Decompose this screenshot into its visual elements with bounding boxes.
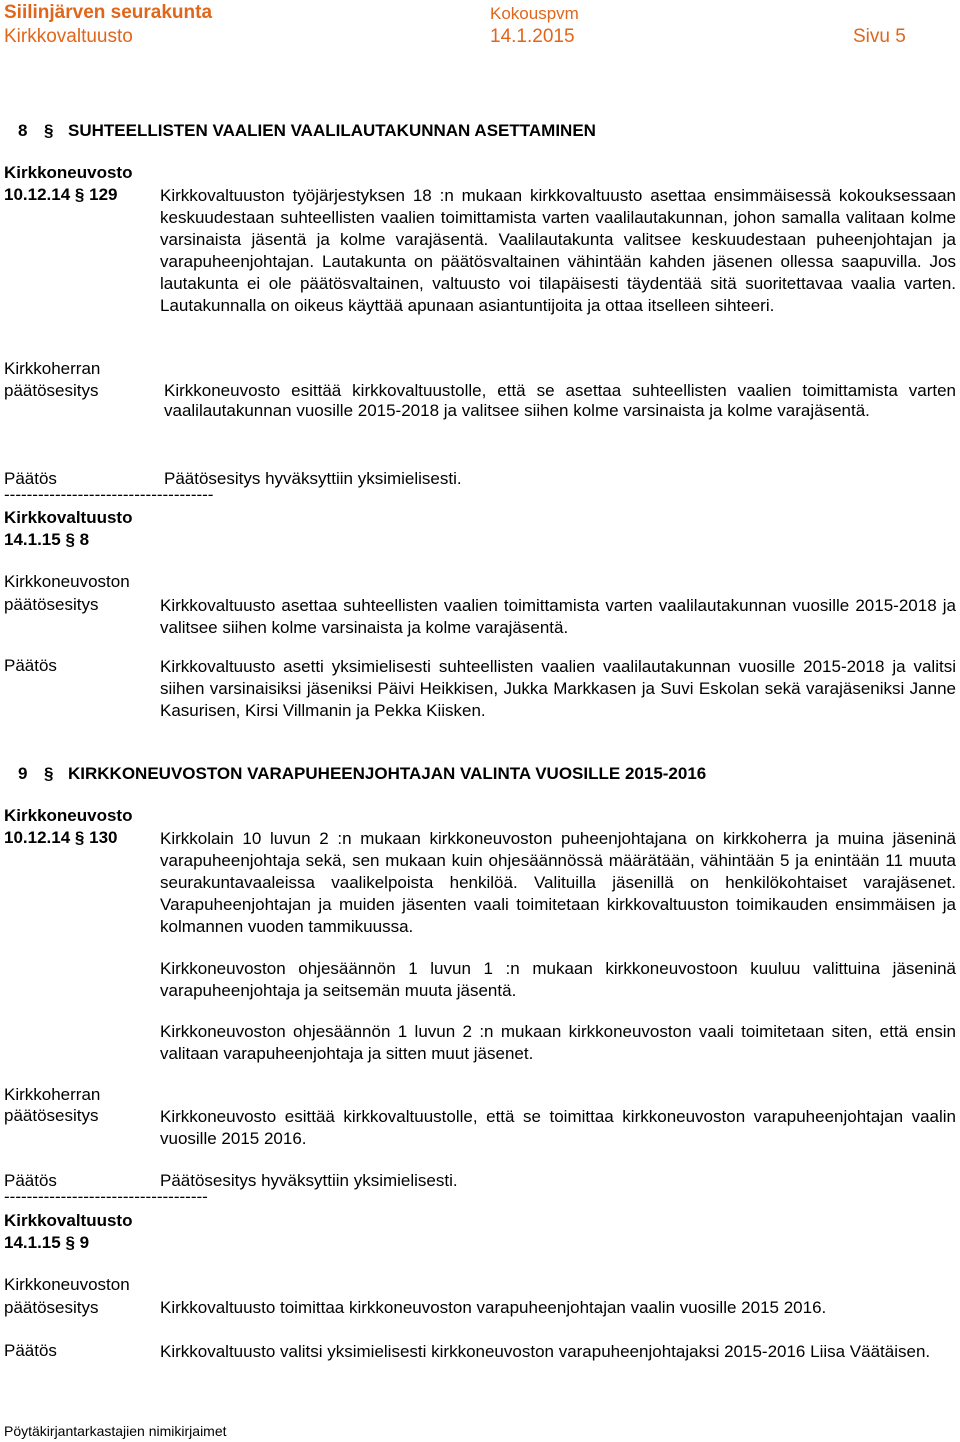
- kn-proposal-text: Kirkkovaltuusto asettaa suhteellisten vaalien toimittamista varten vaalilautakunnan vuosille 2015-2018 ja valitsee siihen kolme varsinaista ja kolme varajäsentä.: [160, 596, 956, 637]
- org-name: Siilinjärven seurakunta: [4, 2, 213, 23]
- section-title: KIRKKONEUVOSTON VARAPUHEENJOHTAJAN VALINTA VUOSILLE 2015-2016: [68, 764, 707, 783]
- date-label: Kokouspvm: [490, 4, 579, 23]
- divider: -------------------------------------: [4, 485, 214, 504]
- decision-text: Kirkkovaltuusto valitsi yksimielisesti kirkkoneuvoston varapuheenjohtajaksi 2015-2016 Liisa Väätäisen.: [160, 1342, 931, 1361]
- kn-proposal-label-2: päätösesitys: [4, 595, 99, 614]
- proposal-label: Kirkkoherran: [4, 359, 101, 378]
- proposal-label-2: päätösesitys: [4, 381, 99, 400]
- decision-text: Päätösesitys hyväksyttiin yksimielisesti.: [160, 1171, 458, 1190]
- divider: ------------------------------------: [4, 1187, 208, 1206]
- s9-body-2: Kirkkoneuvoston ohjesäännön 1 luvun 1 :n mukaan kirkkoneuvostoon kuuluu valittuina jäseninä varapuheenjohtaja ja seitsemän muuta jäsentä.: [160, 959, 956, 1000]
- decision-label: Päätös: [4, 656, 57, 675]
- meeting-date: 14.1.2015: [490, 26, 575, 47]
- decision-label: Päätös: [4, 1341, 57, 1360]
- proposal-text: Kirkkoneuvosto esittää kirkkovaltuustolle, että se toimittaa kirkkoneuvoston varapuheenjohtajan vaalin vuosille 2015 2016.: [160, 1107, 956, 1148]
- ref-org: Kirkkovaltuusto: [4, 1211, 133, 1230]
- ref-org: Kirkkoneuvosto: [4, 163, 133, 182]
- s9-body-3: Kirkkoneuvoston ohjesäännön 1 luvun 2 :n mukaan kirkkoneuvoston vaali toimitetaan siten, että ensin valitaan varapuheenjohtaja ja sitten muut jäsenet.: [160, 1022, 956, 1063]
- decision-label: Päätös: [4, 469, 57, 488]
- proposal-text: Kirkkoneuvosto esittää kirkkovaltuustolle, että se asettaa suhteellisten vaalien toimittamista varten vaalilautakunnan vuosille 2015-2018 ja valitsee siihen kolme varsinaista ja kolme varajäsentä.: [164, 381, 956, 420]
- ref-number: 10.12.14 § 129: [4, 185, 118, 204]
- decision-label: Päätös: [4, 1171, 57, 1190]
- decision-text: Päätösesitys hyväksyttiin yksimielisesti.: [164, 469, 462, 488]
- decision-text: Kirkkovaltuusto asetti yksimielisesti suhteellisten vaalien vaalilautakunnan vuosille 2015-2018 ja valitsi siihen varsinaisiksi jäseniksi Päivi Heikkisen, Jukka Markkasen ja Suvi Eskolan sekä varajäseniksi Janne Kasurisen, Kirsi Villmanin ja Pekka Kiisken.: [160, 657, 956, 720]
- ref-number: 10.12.14 § 130: [4, 828, 118, 847]
- footer-initials-label: Pöytäkirjantarkastajien nimikirjaimet: [4, 1423, 227, 1439]
- ref-org: Kirkkovaltuusto: [4, 508, 133, 527]
- kn-proposal-text: Kirkkovaltuusto toimittaa kirkkoneuvoston varapuheenjohtajan vaalin vuosille 2015 2016.: [160, 1298, 827, 1317]
- proposal-label-2: päätösesitys: [4, 1106, 99, 1125]
- ref-number: 14.1.15 § 8: [4, 530, 90, 549]
- s8-body: Kirkkovaltuuston työjärjestyksen 18 :n mukaan kirkkovaltuusto asettaa ensimmäisessä kokouksessaan keskuudestaan suhteellisten vaalien toimittamista varten vaalilautakunnan, johon samalla valitaan kolme varsinaista jäsentä ja kolme varajäsentä. Vaalilautakunta valitsee keskuudestaan puheenjohtajan ja varapuheenjohtajan. Lautakunta on päätösvaltainen vähintään kahden jäsenen ollessa saapuvilla. Jos lautakunta ei ole päätösvaltainen, valtuusto voi tilapäisesti täydentää sitä suoritettavaa vaalia varten. Lautakunnalla on oikeus käyttää apunaan asiantuntijoita ja ottaa itselleen sihteeri.: [160, 186, 956, 315]
- page-number: Sivu 5: [853, 26, 906, 47]
- section-8-heading: 8 § SUHTEELLISTEN VAALIEN VAALILAUTAKUNNAN ASETTAMINEN: [18, 121, 596, 140]
- section-9-heading: 9 § KIRKKONEUVOSTON VARAPUHEENJOHTAJAN VALINTA VUOSILLE 2015-2016: [18, 764, 707, 783]
- section-number: 8: [18, 121, 28, 140]
- ref-number: 14.1.15 § 9: [4, 1233, 90, 1252]
- ref-org: Kirkkoneuvosto: [4, 806, 133, 825]
- section-number: 9: [18, 764, 28, 783]
- proposal-label: Kirkkoherran: [4, 1085, 101, 1104]
- kn-proposal-label: Kirkkoneuvoston: [4, 572, 130, 591]
- section-title: SUHTEELLISTEN VAALIEN VAALILAUTAKUNNAN ASETTAMINEN: [68, 121, 596, 140]
- s9-body: Kirkkolain 10 luvun 2 :n mukaan kirkkoneuvoston puheenjohtajana on kirkkoherra ja muina jäseninä varapuheenjohtaja sekä, sen mukaan kuin ohjesäännössä määrätään, vähintään 5 ja enintään 11 muuta seurakuntavaaleissa vaalikelpoista henkilöä. Valituilla jäsenillä on henkilökohtaiset varajäsenet. Varapuheenjohtajan ja muiden jäsenten vaali toimitetaan kirkkovaltuuston toimikauden ensimmäisen ja kolmannen vuoden tammikuussa.: [160, 829, 956, 936]
- kn-proposal-label-2: päätösesitys: [4, 1298, 99, 1317]
- kn-proposal-label: Kirkkoneuvoston: [4, 1275, 130, 1294]
- header-body: Kirkkovaltuusto: [4, 26, 133, 47]
